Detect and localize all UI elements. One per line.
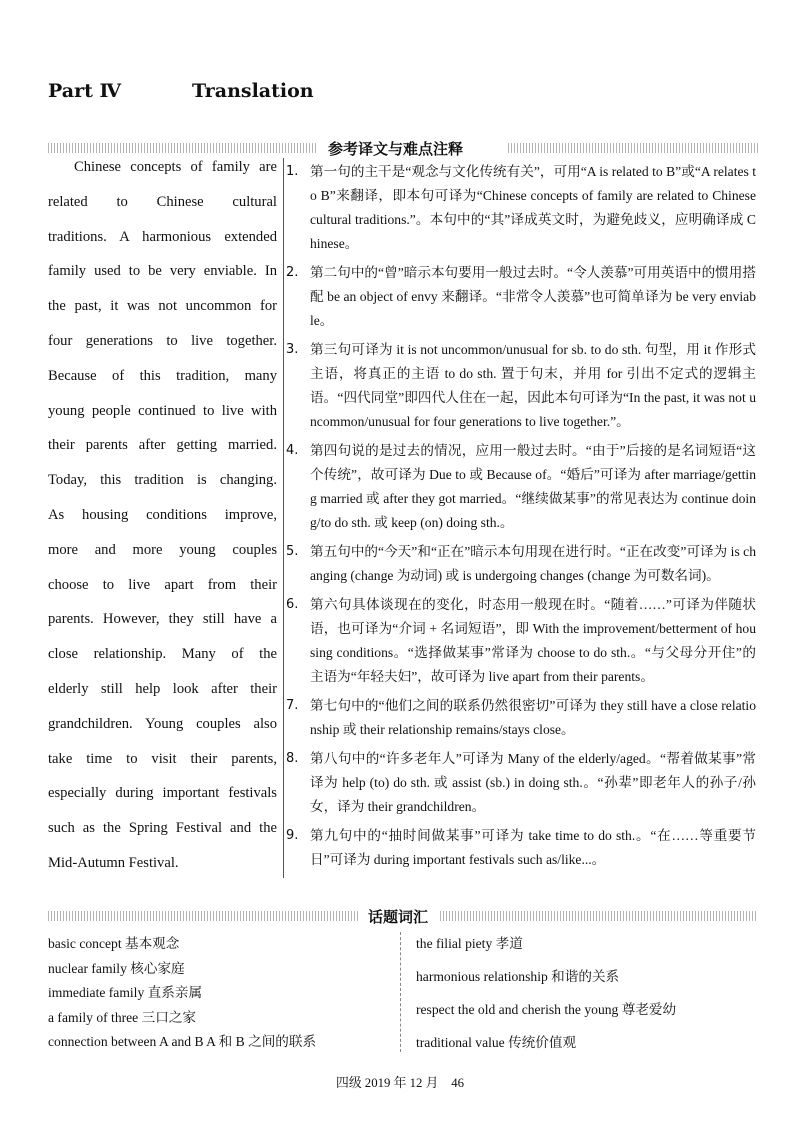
vocab-list-right [416, 932, 756, 1064]
passage-line: the past, it was not uncommon for [48, 298, 277, 315]
passage-line: Mid-Autumn Festival. [48, 854, 179, 871]
notes-banner-label: 参考译文与难点注释 [324, 138, 467, 159]
passage-line: young people continued to live with [48, 402, 277, 419]
passage-line: close relationship. Many of the [48, 646, 277, 663]
vocab-item: immediate family 直系亲属 [48, 985, 203, 1000]
passage-line: Today, this tradition is changing. [48, 472, 277, 489]
note-text: 第九句中的“抽时间做某事”可译为 take time to do sth.。“在……等重要节日”可译为 during important festivals such as/like...。 [310, 828, 756, 867]
note-number: 8. [286, 751, 299, 766]
reference-translation [48, 150, 277, 881]
note-item [286, 747, 756, 819]
vocab-divider [400, 932, 401, 1052]
passage-line: more and more young couples [48, 541, 277, 558]
note-text: 第七句中的“他们之间的联系仍然很密切”可译为 they still have a close relationship 或 their relationship remains/stays close。 [310, 698, 756, 737]
vocab-banner [48, 906, 758, 926]
vocab-item: connection between A and B A 和 B 之间的联系 [48, 1034, 317, 1049]
note-item [286, 824, 756, 872]
note-text: 第五句中的“今天”和“正在”暗示本句用现在进行时。“正在改变”可译为 is changing (change 为动词) 或 is undergoing changes (change 为可数名词)。 [310, 544, 756, 583]
passage-line: traditions. A harmonious extended [48, 228, 277, 245]
note-number: 3. [286, 342, 299, 357]
passage-line: As housing conditions improve, [48, 506, 277, 523]
vocab-list-left [48, 932, 393, 1055]
vocab-banner-label: 话题词汇 [364, 906, 432, 927]
note-item [286, 593, 756, 689]
note-number: 9. [286, 828, 299, 843]
part-label: Part Ⅳ [48, 80, 122, 102]
note-item [286, 540, 756, 588]
passage-line: four generations to live together. [48, 332, 277, 349]
column-divider [283, 158, 284, 878]
passage-line: elderly still help look after their [48, 680, 277, 697]
passage-line: Because of this tradition, many [48, 367, 277, 384]
passage-line: parents. However, they still have a [48, 611, 277, 628]
note-number: 6. [286, 597, 299, 612]
passage-line: family used to be very enviable. In [48, 263, 277, 280]
vocab-item: the filial piety 孝道 [416, 936, 523, 951]
note-text: 第四句说的是过去的情况，应用一般过去时。“由于”后接的是名词短语“这个传统”，故可译为 Due to 或 Because of。“婚后”可译为 after marriage/getting married 或 after they got married。“继续做某事”的常见表达为 continue doing/to do sth. 或 keep (on) doing sth.。 [310, 443, 756, 530]
annotation-notes [286, 160, 756, 877]
note-item [286, 694, 756, 742]
passage-line: choose to live apart from their [48, 576, 277, 593]
section-title: Translation [192, 80, 314, 102]
vocab-item: a family of three 三口之家 [48, 1009, 196, 1025]
banner-pattern-left [48, 911, 358, 921]
passage-line: grandchildren. Young couples also [48, 715, 277, 732]
banner-pattern-right [440, 911, 758, 921]
note-item [286, 160, 756, 256]
note-number: 7. [286, 698, 299, 713]
note-number: 1. [286, 164, 299, 179]
note-item [286, 338, 756, 434]
note-text: 第八句中的“许多老年人”可译为 Many of the elderly/aged。“帮着做某事”常译为 help (to) do sth. 或 assist (sb.) in doing sth.。“孙辈”即老年人的孙子/孙女，译为 their grandchildren。 [310, 751, 756, 814]
note-number: 5. [286, 544, 299, 559]
note-text: 第二句中的“曾”暗示本句要用一般过去时。“令人羡慕”可用英语中的惯用搭配 be an object of envy 来翻译。“非常令人羡慕”也可简单译为 be very enviable。 [310, 265, 756, 328]
vocab-item: nuclear family 核心家庭 [48, 960, 185, 976]
page-footer: 四级 2019 年 12 月 46 [336, 1076, 464, 1090]
note-text: 第三句可译为 it is not uncommon/unusual for sb. to do sth. 句型，用 it 作形式主语，将真正的主语 to do sth. 置于句末，并用 for 引出不定式的逻辑主语。“四代同堂”即四代人住在一起，因此本句可译为“In the past, it was not uncommon/unusual for four generations to live together.”。 [310, 342, 756, 429]
note-item [286, 261, 756, 333]
passage-line: related to Chinese cultural [48, 193, 277, 210]
vocab-item: traditional value 传统价值观 [416, 1035, 577, 1050]
passage-line: such as the Spring Festival and the [48, 820, 277, 837]
passage-line: their parents after getting married. [48, 437, 277, 454]
note-item [286, 439, 756, 535]
vocab-item: harmonious relationship 和谐的关系 [416, 969, 620, 984]
note-text: 第一句的主干是“观念与文化传统有关”，可用“A is related to B”或“A relates to B”来翻译，即本句可译为“Chinese concepts of family are related to Chinese cultural traditions.”。本句中的“其”译成英文时，为避免歧义，应明确译成 Chinese。 [310, 164, 756, 251]
passage-line: Chinese concepts of family are [74, 159, 277, 175]
passage-line: take time to visit their parents, [48, 750, 277, 767]
vocab-item: respect the old and cherish the young 尊老爱幼 [416, 1002, 677, 1017]
note-text: 第六句具体谈现在的变化，时态用一般现在时。“随着……”可译为伴随状语，也可译为“介词 + 名词短语”，即 With the improvement/betterment of housing conditions。“选择做某事”常译为 choose to do sth.。“与父母分开住”的主语为“年轻夫妇”，故可译为 live apart from their parents。 [310, 597, 756, 684]
vocab-item: basic concept 基本观念 [48, 936, 180, 951]
note-number: 2. [286, 265, 299, 280]
banner-pattern-right [508, 143, 758, 153]
note-number: 4. [286, 443, 299, 458]
passage-line: especially during important festivals [48, 785, 277, 802]
